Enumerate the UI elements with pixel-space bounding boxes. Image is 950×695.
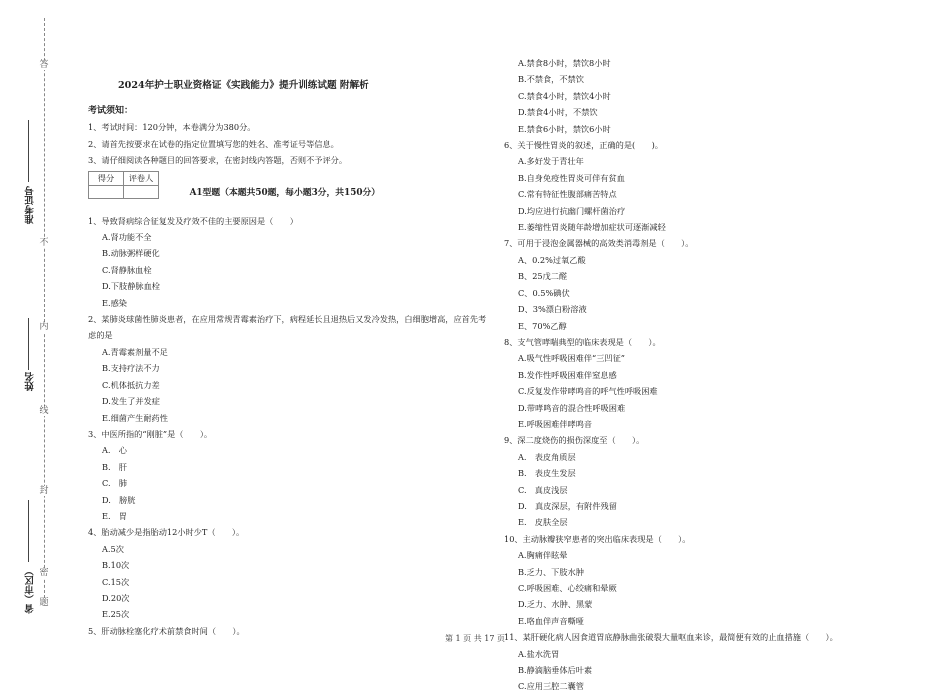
answer-option: C. 肺: [102, 478, 127, 489]
paper-title: 2024年护士职业资格证《实践能力》提升训练试题 附解析: [118, 80, 369, 91]
answer-option: D. 真皮深层，有附件残留: [518, 500, 617, 511]
answer-option: E.细菌产生耐药性: [102, 412, 168, 423]
question-block: [88, 524, 488, 622]
answer-option: C.机体抵抗力差: [102, 379, 160, 390]
question-block: [88, 426, 488, 524]
notice-heading: 考试须知：: [88, 106, 134, 116]
question-stem: 3、中医所指的“刚脏”是（ ）。: [88, 428, 213, 439]
answer-option: B. 表皮生发层: [518, 468, 576, 479]
answer-option: D.20次: [102, 592, 130, 603]
answer-option: C.肾静脉血栓: [102, 264, 152, 275]
answer-option: E. 皮肤全层: [518, 517, 568, 528]
answer-option: E.呼吸困难伴哮鸣音: [518, 418, 593, 429]
question-block: [88, 213, 488, 311]
question-block: [504, 334, 924, 432]
question-stem: 9、深二度烧伤的损伤深度至（ ）。: [504, 435, 645, 446]
answer-option: C.禁食4小时，禁饮4小时: [518, 90, 611, 101]
question-stem: 6、关于慢性胃炎的叙述，正确的是( )。: [504, 140, 663, 151]
answer-option: C.反复发作带哮鸣音的呼气性呼吸困难: [518, 386, 658, 397]
answer-option: C.呼吸困难、心绞痛和晕厥: [518, 583, 617, 593]
answer-option: B.不禁食，不禁饮: [518, 74, 584, 85]
answer-option: D.乏力、水肿、黑蒙: [518, 599, 593, 610]
answer-option: E.禁食6小时，禁饮6小时: [518, 123, 611, 134]
question-stem: 11、某肝硬化病人因食道胃底静脉曲张破裂大量呕血来诊，最简便有效的止血措施（ ）。: [504, 632, 838, 643]
answer-option: A.禁食8小时，禁饮8小时: [518, 58, 611, 68]
seal-char: 密: [39, 568, 49, 578]
seal-char: 内: [39, 322, 49, 332]
answer-option: B. 肝: [102, 461, 127, 472]
exam-number-line: [28, 120, 29, 182]
answer-option: E.感染: [102, 297, 127, 308]
seal-char: 答: [39, 60, 49, 70]
question-list: [504, 137, 924, 695]
question-stem: 8、支气管哮喘典型的临床表现是（ ）。: [504, 336, 661, 347]
answer-option: D、3%漂白粉溶液: [518, 304, 587, 315]
answer-option: E.萎缩性胃炎随年龄增加症状可逐渐减轻: [518, 222, 666, 233]
left-column: [88, 103, 488, 639]
answer-option: D.发生了并发症: [102, 396, 160, 407]
answer-option: A. 心: [102, 445, 127, 456]
score-cell: [89, 185, 124, 198]
answer-option: A.青霉素剂量不足: [102, 346, 168, 357]
seal-char: 不: [39, 238, 49, 248]
answer-option: C、0.5%碘伏: [518, 287, 570, 298]
answer-option: B.自身免疫性胃炎可伴有贫血: [518, 172, 625, 183]
question-stem: 7、可用于浸泡金属器械的高效类消毒剂是（ ）。: [504, 238, 694, 249]
answer-option: B.乏力、下肢水肿: [518, 566, 584, 577]
answer-option: A.胸痛伴眩晕: [518, 550, 568, 561]
answer-option: C.应用三腔二囊管: [518, 681, 584, 692]
name-line: [28, 318, 29, 370]
question-block: [504, 432, 924, 530]
region-label: 省（市区）: [25, 566, 36, 614]
question-block: [504, 235, 924, 333]
answer-option: B.支持疗法不力: [102, 363, 160, 374]
question-stem: 5、肝动脉栓塞化疗术前禁食时间（ ）。: [88, 625, 245, 636]
seal-char: 封: [39, 486, 49, 496]
question-stem: 1、导致肾病综合征复发及疗效不佳的主要原因是（ ）: [88, 215, 298, 226]
answer-option: C.常有特征性腹部痛苦特点: [518, 189, 617, 200]
answer-option: B.发作性呼吸困难伴窒息感: [518, 369, 617, 380]
answer-option: C.15次: [102, 576, 130, 587]
seal-dashed-line: [44, 18, 45, 608]
answer-option: A. 表皮角质层: [518, 451, 576, 462]
question-stem: 10、主动脉瓣狭窄患者的突出临床表现是（ ）。: [504, 533, 691, 544]
seal-char: 线: [39, 406, 49, 416]
answer-option: B.静滴脑垂体后叶素: [518, 665, 593, 676]
section-title: A1型题（本题共50题，每小题3分，共150分）: [189, 187, 381, 198]
grader-cell: [124, 185, 159, 198]
answer-option: A.吸气性呼吸困难伴“三凹征”: [518, 353, 625, 364]
answer-option: A.多好发于青壮年: [518, 156, 584, 167]
answer-option: D.禁食4小时，不禁饮: [518, 107, 598, 118]
page-footer: 第 1 页 共 17 页: [445, 634, 505, 643]
notice-item: 2、请首先按要求在试卷的指定位置填写您的姓名、准考证号等信息。: [88, 138, 339, 149]
answer-option: A.5次: [102, 543, 124, 554]
question-block: [88, 311, 488, 426]
name-label: 姓名: [25, 372, 36, 391]
answer-option: E.咯血伴声音嘶哑: [518, 615, 584, 626]
seal-char: 题: [39, 598, 49, 608]
answer-option: B.动脉粥样硬化: [102, 248, 160, 259]
answer-option: E、70%乙醇: [518, 320, 567, 331]
answer-option: E. 胃: [102, 510, 127, 521]
binding-margin: [0, 0, 80, 671]
exam-number-label: 准考证号: [25, 186, 36, 224]
answer-option: E.25次: [102, 609, 130, 620]
answer-option: A、0.2%过氧乙酸: [518, 254, 586, 265]
question-list: [88, 213, 488, 640]
answer-option: B.10次: [102, 560, 130, 571]
answer-option: B、25戊二醛: [518, 271, 568, 282]
region-line: [28, 500, 29, 562]
question-stem: 2、某肺炎球菌性肺炎患者，在应用常规青霉素治疗下，病程延长且退热后又发冷发热，白细胞增高，应首先考虑的是: [88, 314, 487, 341]
score-box: [88, 171, 159, 199]
answer-option: D.下肢静脉血栓: [102, 281, 160, 292]
answer-option: D. 膀胱: [102, 494, 136, 505]
question-block: [504, 137, 924, 235]
grader-label: 评卷人: [124, 171, 159, 185]
answer-option: A.盐水洗胃: [518, 648, 560, 659]
answer-option: D.带哮鸣音的混合性呼吸困难: [518, 402, 626, 413]
continued-options: [504, 55, 924, 137]
notice-item: 3、请仔细阅读各种题目的回答要求，在密封线内答题，否则不予评分。: [88, 155, 348, 166]
question-block: [504, 531, 924, 629]
answer-option: D.均应进行抗幽门螺杆菌治疗: [518, 205, 626, 216]
answer-option: C. 真皮浅层: [518, 484, 568, 495]
right-column: [504, 55, 924, 695]
score-label: 得分: [89, 171, 124, 185]
question-stem: 4、胎动减少是指胎动12小时少T（ ）。: [88, 527, 245, 538]
answer-option: A.肾功能不全: [102, 232, 152, 243]
notice-item: 1、考试时间：120分钟，本卷满分为380分。: [88, 122, 256, 133]
section-header: [88, 169, 488, 213]
